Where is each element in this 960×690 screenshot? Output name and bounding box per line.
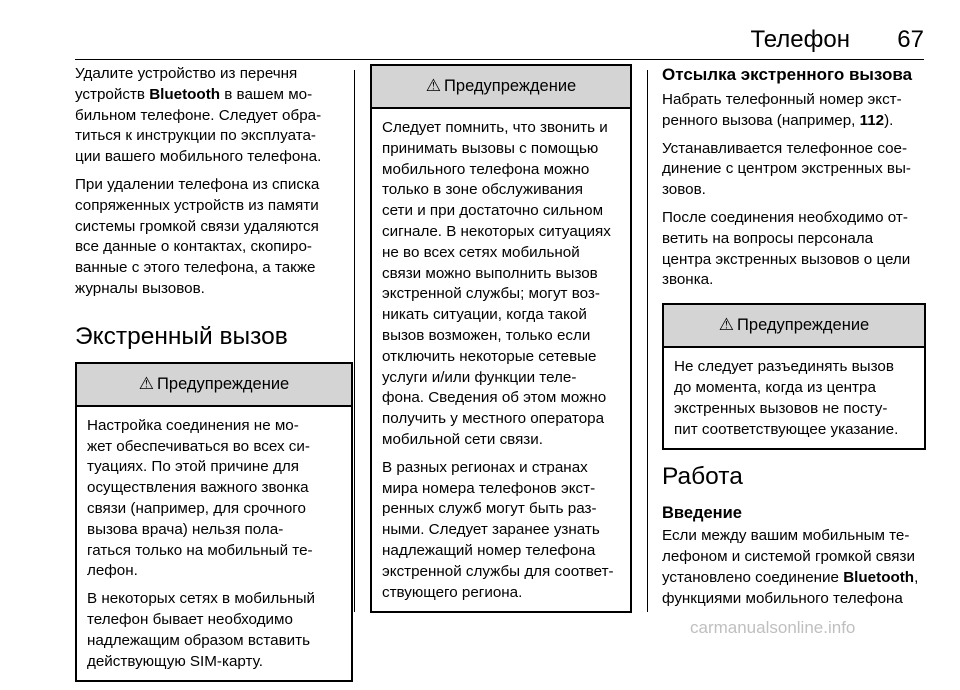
warning-header [664,305,924,348]
warning-icon: ⚠ [425,76,442,96]
paragraph-connection: Устанавливается телефонное сое- динение с центром экстренных вы- зовов. [662,139,911,199]
warning-icon: ⚠ [718,315,735,335]
column-3 [662,64,926,617]
page-header [0,26,960,56]
warning-icon: ⚠ [138,373,155,393]
heading-send-emergency-call: Отсылка экстренного вызова [662,65,913,84]
heading-operation: Работа [662,463,743,491]
warning-box-1 [75,362,353,683]
header-rule [75,59,924,60]
warning-body: Не следует разъединять вызов до момента, когда из центра экстренных вызовов не посту- пит соответствующее указание. [674,358,899,438]
page-number: 67 [897,26,924,53]
warning-body: Следует помнить, что звонить и принимать вызовы с помощью мобильного телефона можно только в зоне обслуживания сети и при достаточно сильном сигнале. В некоторых ситуациях не во всех сетях мобильной связи можно выполнить вызов экстренной службы; могут воз- никать ситуации, когда такой вызов возможен, только если отключить некоторые сетевые услуги и/или функции теле- фона. Сведения об этом можно получить у местного оператора мобильной сети связи. В разных регионах и странах мира номера телефонов экст- ренных служб могут быть раз- ными. Следует заранее узнать надлежащий номер телефона экстренной службы для соответ- ствующего региона. [382,119,614,601]
paragraph-remove-device: Удалите устройство из перечня устройств Bluetooth в вашем мо- бильном телефоне. Следует обра- титься к инструкции по эксплуата- ции вашего мобильного телефона. [75,65,322,166]
warning-title: Предупреждение [737,316,870,335]
paragraph-answer-questions: После соединения необходимо от- ветить на вопросы персонала центра экстренных вызовов о цели звонка. [662,208,911,289]
paragraph-delete-phone: При удалении телефона из списка сопряженных устройств из памяти системы громкой связи удаляются все данные о контактах, скопиро- ванные с этого телефона, а также журналы вызовов. [75,175,320,297]
warning-header [372,66,630,109]
column-2 [370,64,632,621]
column-divider-1 [354,70,355,612]
subheading-introduction: Введение [662,504,742,523]
paragraph-introduction: Если между вашим мобильным те- лефоном и системой громкой связи установлено соединение Bluetooth, функциями мобильного телефона [662,527,919,607]
column-1 [75,64,353,690]
warning-header [77,364,351,407]
header-title: Телефон [750,26,850,53]
warning-title: Предупреждение [444,77,577,96]
warning-box-2 [370,64,632,613]
heading-emergency-call: Экстренный вызов [75,322,288,350]
warning-body: Настройка соединения не мо- жет обеспечиваться во всех си- туациях. По этой причине для осуществления важного звонка связи (например, для срочного вызова врача) нельзя пола- гаться только на мобильный те- лефон. В некоторых сетях в мобильный телефон бывает необходимо надлежащим образом вставить действующую SIM-карту. [87,416,315,670]
watermark: carmanualsonline.info [690,618,856,637]
paragraph-dial-number: Набрать телефонный номер экст- ренного вызова (например, 112). [662,91,902,129]
warning-title: Предупреждение [157,374,290,393]
warning-box-3 [662,303,926,450]
column-divider-2 [647,70,648,612]
